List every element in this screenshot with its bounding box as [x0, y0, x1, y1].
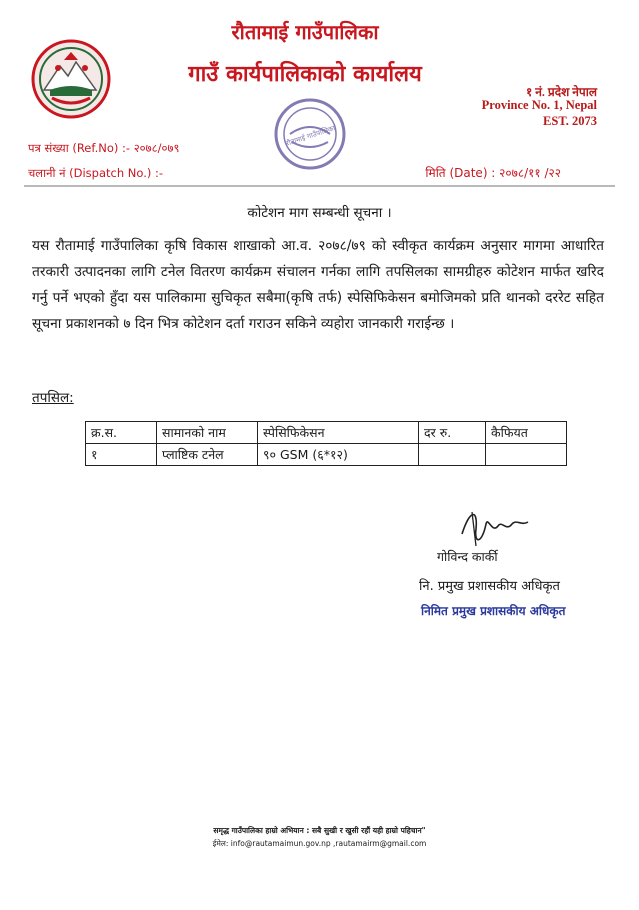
signer-stamp: निमित प्रमुख प्रशासकीय अधिकृत — [421, 604, 566, 618]
established-year: EST. 2073 — [543, 114, 597, 128]
signer-title: नि. प्रमुख प्रशासकीय अधिकृत — [419, 579, 560, 594]
cell-serial: १ — [86, 444, 157, 466]
table-header-row — [86, 422, 567, 444]
notice-body: यस रौतामाई गाउँपालिका कृषि विकास शाखाको आ.व. २०७८/७९ को स्वीकृत कार्यक्रम अनुसार मागमा आधारित तरकारी उत्पादनका लागि टनेल वितरण कार्यक्रम संचालन गर्नका लागि तपसिलका सामग्रीहरु कोटेशन मार्फत खरिद गर्नु पर्ने भएको हुँदा यस पालिकामा सुचिकृत सबैमा(कृषि तर्फ) स्पेसिफिकेसन बमोजिमको प्रति थानको दररेट सहित सूचना प्रकाशनको ७ दिन भित्र कोटेशन दर्ता गराउन सकिने व्यहोरा जानकारी गराईन्छ । — [32, 238, 604, 332]
handwritten-signature — [452, 504, 532, 549]
col-specification: स्पेसिफिकेसन — [258, 422, 419, 444]
footer-emails: ईमेल: info@rautamaimun.gov.np ,rautamairm@gmail.com — [212, 839, 427, 848]
org-name: रौतामाई गाउँपालिका — [231, 20, 379, 44]
cell-specification: ९० GSM (६*१२) — [258, 444, 419, 466]
province-nepali: १ नं. प्रदेश नेपाल — [526, 85, 597, 99]
tapasil-label: तपसिल: — [32, 390, 74, 406]
office-name: गाउँ कार्यपालिकाको कार्यालय — [188, 62, 422, 87]
seal-text: रौतामाई गाउँपालिका — [284, 124, 337, 148]
signer-name: गोविन्द कार्की — [437, 549, 498, 564]
letter-date: मिति (Date) : २०७८/११ /२२ — [425, 166, 561, 180]
notice-subject: कोटेशन माग सम्बन्धी सूचना । — [247, 205, 392, 221]
province-english: Province No. 1, Nepal — [481, 98, 597, 112]
col-remarks: कैफियत — [486, 422, 567, 444]
col-rate: दर रु. — [419, 422, 486, 444]
cell-remarks — [486, 444, 567, 466]
cell-item-name: प्लाष्टिक टनेल — [157, 444, 258, 466]
header-divider — [24, 185, 615, 187]
items-table — [85, 421, 567, 466]
office-seal-stamp — [250, 92, 368, 172]
dispatch-number: चलानी नं (Dispatch No.) :- — [28, 166, 164, 180]
ref-number: पत्र संख्या (Ref.No) :- २०७८/०७९ — [28, 141, 180, 155]
footer-motto: समृद्ध गाउँपालिका हाम्रो अभियान : सबै सुखी र खुसी रहौं यही हाम्रो पहिचान" — [213, 826, 426, 835]
nepal-emblem-logo — [30, 38, 112, 120]
table-row — [86, 444, 567, 466]
col-item-name: सामानको नाम — [157, 422, 258, 444]
cell-rate — [419, 444, 486, 466]
col-serial: क्र.स. — [86, 422, 157, 444]
